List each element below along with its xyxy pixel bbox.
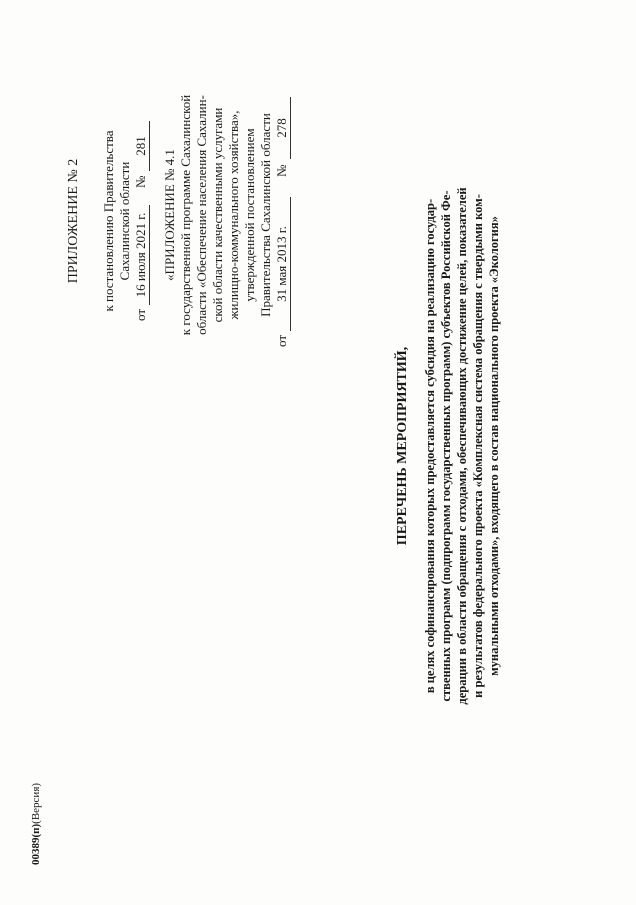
appendix-2-date: 16 июля 2021 г. (133, 212, 148, 298)
appendix-2-no-label: № (133, 175, 148, 188)
appendix-2-title: ПРИЛОЖЕНИЕ № 2 (66, 158, 81, 284)
footer-version: (Версия) (30, 782, 42, 824)
heading-line: и результатов федерального проекта «Комплексная система обращения с твердыми ком- (471, 194, 485, 698)
appendix-4-1-line: утвержденной постановлением (242, 128, 257, 302)
heading-line: дерации в области обращения с отходами, обеспечивающих достижение целей, показателей (455, 187, 469, 705)
number-underline (149, 121, 150, 171)
heading-line: мунальными отходами», входящего в состав национального проекта «Экология» (487, 216, 501, 676)
appendix-4-1-from-label: от (274, 334, 289, 347)
heading-line: ственных программ (подпрограмм государственных программ) субъектов Российской Фе- (439, 190, 453, 702)
appendix-4-1-number: 278 (274, 118, 289, 138)
date-underline (290, 197, 291, 331)
appendix-4-1-line: к государственной программе Сахалинской (178, 94, 193, 336)
appendix-4-1-no-label: № (274, 164, 289, 177)
appendix-4-1-title: «ПРИЛОЖЕНИЕ № 4.1 (162, 149, 177, 281)
footer-code-number: 00389(п) (30, 823, 42, 865)
appendix-4-1-line: Правительства Сахалинской области (258, 113, 273, 317)
date-underline (149, 205, 150, 305)
appendix-4-1-date: 31 мая 2013 г. (274, 226, 289, 302)
footer-code (28, 783, 44, 865)
appendix-4-1-line: ской области качественными услугами (210, 107, 225, 323)
appendix-2-number: 281 (133, 136, 148, 156)
appendix-2-line2: Сахалинской области (117, 161, 132, 281)
number-underline (290, 97, 291, 159)
heading-line: в целях софинансирования которых предоставляется субсидия на реализацию государ- (423, 198, 437, 694)
heading-title: ПЕРЕЧЕНЬ МЕРОПРИЯТИЙ, (395, 346, 410, 546)
appendix-2-from-label: от (133, 308, 148, 321)
appendix-2-line1: к постановлению Правительства (101, 130, 116, 312)
appendix-4-1-line: жилищно-коммунального хозяйства», (226, 110, 241, 320)
appendix-4-1-line: области «Обеспечение населения Сахалин- (194, 95, 209, 335)
